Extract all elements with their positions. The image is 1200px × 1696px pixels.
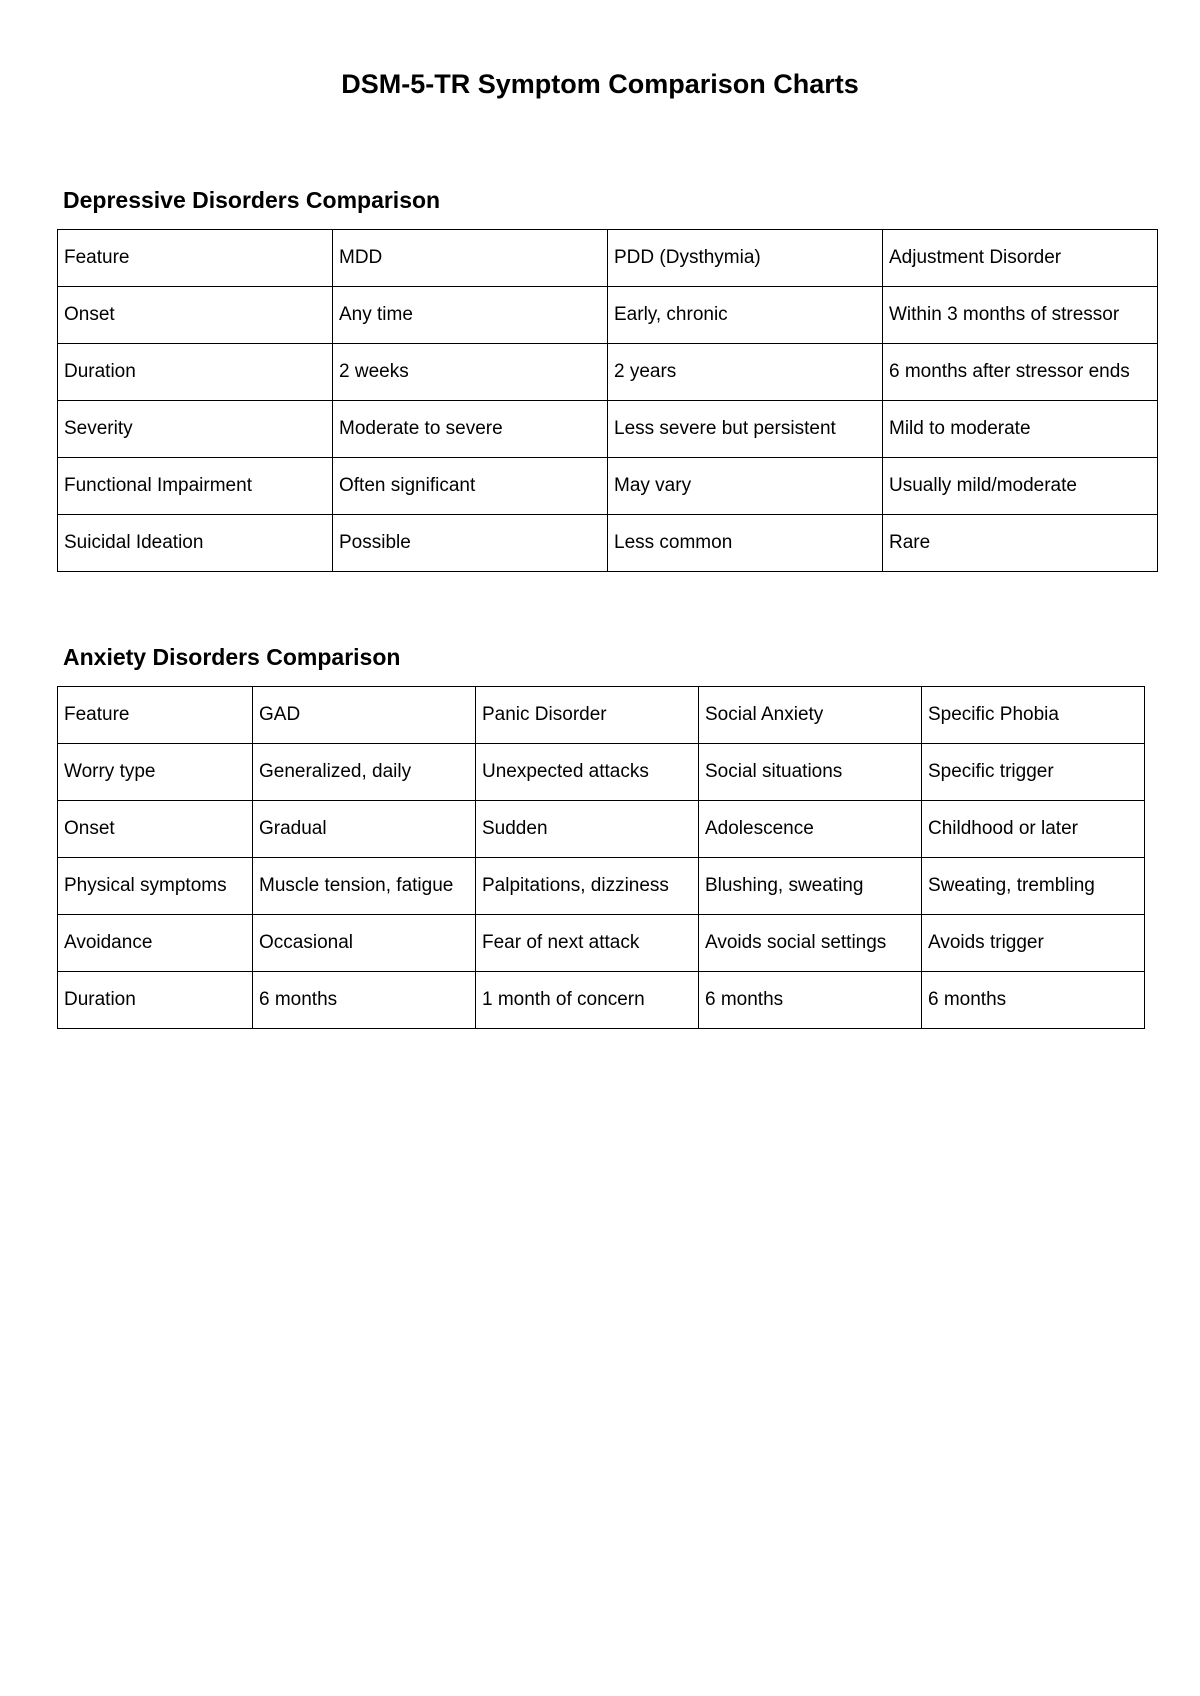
table-cell: 6 months <box>253 972 476 1029</box>
table-cell: Mild to moderate <box>883 401 1158 458</box>
table-cell: Sudden <box>476 801 699 858</box>
table-row <box>58 230 1158 287</box>
table-cell: Avoids social settings <box>699 915 922 972</box>
table-cell: Moderate to severe <box>333 401 608 458</box>
table-cell: Occasional <box>253 915 476 972</box>
table-cell: Specific trigger <box>922 744 1145 801</box>
table-header-cell: GAD <box>253 687 476 744</box>
table-cell: Sweating, trembling <box>922 858 1145 915</box>
document-title: DSM-5-TR Symptom Comparison Charts <box>341 69 859 99</box>
table-cell: Worry type <box>58 744 253 801</box>
table-cell: Unexpected attacks <box>476 744 699 801</box>
table-cell: Duration <box>58 344 333 401</box>
table-cell: Duration <box>58 972 253 1029</box>
table-row <box>58 287 1158 344</box>
table-cell: Generalized, daily <box>253 744 476 801</box>
table-cell: Avoidance <box>58 915 253 972</box>
table-header-cell: Panic Disorder <box>476 687 699 744</box>
table-row <box>58 458 1158 515</box>
table-row <box>58 344 1158 401</box>
table-row <box>58 858 1145 915</box>
table-cell: Severity <box>58 401 333 458</box>
table-cell: 2 years <box>608 344 883 401</box>
table-row <box>58 744 1145 801</box>
table-cell: 6 months <box>699 972 922 1029</box>
table-cell: Onset <box>58 287 333 344</box>
table-header-cell: MDD <box>333 230 608 287</box>
depressive-section-heading: Depressive Disorders Comparison <box>63 187 441 213</box>
table-cell: Within 3 months of stressor <box>883 287 1158 344</box>
table-row <box>58 915 1145 972</box>
table-cell: Gradual <box>253 801 476 858</box>
table-cell: Onset <box>58 801 253 858</box>
table-cell: Early, chronic <box>608 287 883 344</box>
table-cell: Fear of next attack <box>476 915 699 972</box>
table-cell: Palpitations, dizziness <box>476 858 699 915</box>
table-cell: Childhood or later <box>922 801 1145 858</box>
table-cell: Less severe but persistent <box>608 401 883 458</box>
table-row <box>58 972 1145 1029</box>
table-cell: 2 weeks <box>333 344 608 401</box>
table-cell: Adolescence <box>699 801 922 858</box>
anxiety-section-heading: Anxiety Disorders Comparison <box>63 644 401 670</box>
anxiety-comparison-table <box>57 686 1145 1029</box>
table-row <box>58 687 1145 744</box>
table-cell: Often significant <box>333 458 608 515</box>
table-header-cell: PDD (Dysthymia) <box>608 230 883 287</box>
table-cell: Suicidal Ideation <box>58 515 333 572</box>
table-cell: Any time <box>333 287 608 344</box>
table-cell: Possible <box>333 515 608 572</box>
table-cell: Usually mild/moderate <box>883 458 1158 515</box>
table-cell: Rare <box>883 515 1158 572</box>
table-row <box>58 801 1145 858</box>
table-header-cell: Feature <box>58 230 333 287</box>
table-header-cell: Specific Phobia <box>922 687 1145 744</box>
table-cell: Muscle tension, fatigue <box>253 858 476 915</box>
table-header-cell: Social Anxiety <box>699 687 922 744</box>
table-cell: 6 months <box>922 972 1145 1029</box>
table-row <box>58 401 1158 458</box>
depressive-comparison-table <box>57 229 1158 572</box>
table-cell: Blushing, sweating <box>699 858 922 915</box>
table-cell: Physical symptoms <box>58 858 253 915</box>
table-cell: May vary <box>608 458 883 515</box>
table-header-cell: Adjustment Disorder <box>883 230 1158 287</box>
table-row <box>58 515 1158 572</box>
table-cell: Avoids trigger <box>922 915 1145 972</box>
table-cell: Social situations <box>699 744 922 801</box>
table-cell: 6 months after stressor ends <box>883 344 1158 401</box>
table-cell: Less common <box>608 515 883 572</box>
table-header-cell: Feature <box>58 687 253 744</box>
table-cell: Functional Impairment <box>58 458 333 515</box>
table-cell: 1 month of concern <box>476 972 699 1029</box>
